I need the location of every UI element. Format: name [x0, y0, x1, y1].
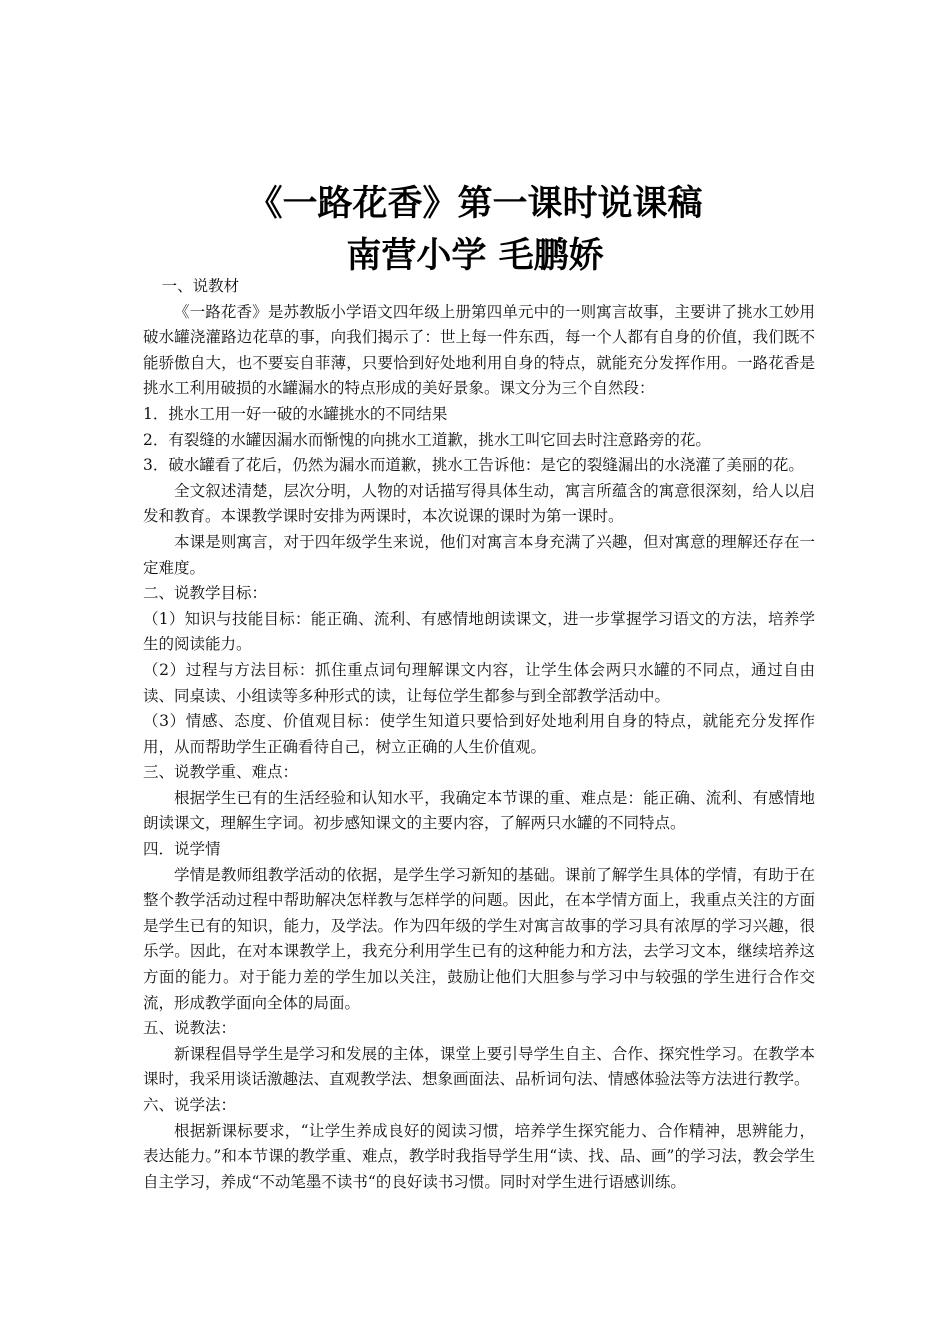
section-heading-teaching-methods: 五、说教法：: [143, 1019, 237, 1038]
paragraph-key-points: 根据学生已有的生活经验和认知水平，我确定本节课的重、难点是：能正确、流利、有感情地朗读课文，理解生字词。初步感知课文的主要内容，了解两只水罐的不同特点。: [143, 788, 815, 833]
paragraph-teaching-methods: 新课程倡导学生是学习和发展的主体，课堂上要引导学生自主、合作、探究性学习。在教学本课时，我采用谈话激趣法、直观教学法、想象画面法、品析词句法、情感体验法等方法进行教学。: [143, 1044, 815, 1089]
goal-emotion-values: （3）情感、态度、价值观目标：使学生知道只要恰到好处地利用自身的特点，就能充分发挥作用，从而帮助学生正确看待自己，树立正确的人生价值观。: [143, 712, 815, 756]
paragraph-textbook-summary: 全文叙述清楚，层次分明，人物的对话描写得具体生动，寓言所蕴含的寓意很深刻，给人以启发和教育。本课教学课时安排为两课时，本次说课的课时为第一课时。: [143, 481, 815, 526]
paragraph-learning-methods: 根据新课标要求，“让学生养成良好的阅读习惯，培养学生探究能力、合作精神，思辨能力，表达能力。”和本节课的教学重、难点，教学时我指导学生用“读、找、品、画”的学习法，教会学生自主学习，养成“不动笔墨不读书“的良好读书习惯。同时对学生进行语感训练。: [143, 1121, 815, 1191]
paragraph-textbook-intro: 《一路花香》是苏教版小学语文四年级上册第四单元中的一则寓言故事，主要讲了挑水工妙用破水罐浇灌路边花草的事，向我们揭示了：世上每一件东西，每一个人都有自身的价值，我们既不能骄傲自大，也不要妄自菲薄，只要恰到好处地利用自身的特点，就能充分发挥作用。一路花香是挑水工利用破损的水罐漏水的特点形成的美好景象。课文分为三个自然段：: [143, 302, 815, 398]
section-heading-learning-methods: 六、说学法：: [143, 1096, 237, 1114]
list-item-part-3: 3．破水罐看了花后，仍然为漏水而道歉，挑水工告诉他：是它的裂缝漏出的水浇灌了美丽的花。: [143, 456, 804, 475]
document-title: 《一路花香》第一课时说课稿: [247, 184, 703, 224]
section-heading-goals: 二、说教学目标：: [143, 584, 268, 603]
section-heading-learners: 四．说学情: [143, 840, 221, 859]
paragraph-textbook-difficulty: 本课是则寓言，对于四年级学生来说，他们对寓言本身充满了兴趣，但对寓意的理解还存在一定难度。: [143, 532, 815, 577]
section-heading-textbook: 一、说教材: [161, 277, 240, 295]
goal-process-methods: （2）过程与方法目标：抓住重点词句理解课文内容，让学生体会两只水罐的不同点，通过自由读、同桌读、小组读等多种形式的读，让每位学生都参与到全部教学活动中。: [143, 660, 815, 705]
list-item-part-2: 2．有裂缝的水罐因漏水而惭愧的向挑水工道歉，挑水工叫它回去时注意路旁的花。: [143, 430, 711, 449]
document-subtitle: 南营小学 毛鹏娇: [346, 236, 604, 276]
list-item-part-1: 1．挑水工用一好一破的水罐挑水的不同结果: [143, 404, 448, 423]
document-body: [143, 274, 815, 1195]
goal-knowledge-skills: （1）知识与技能目标：能正确、流利、有感情地朗读课文，进一步掌握学习语文的方法，培养学生的阅读能力。: [143, 609, 815, 654]
paragraph-learners: 学情是教师组教学活动的依据，是学生学习新知的基础。课前了解学生具体的学情，有助于在整个教学活动过程中帮助解决怎样教与怎样学的问题。因此，在本学情方面上，我重点关注的方面是学生已有的知识，能力，及学法。作为四年级的学生对寓言故事的学习具有浓厚的学习兴趣，很乐学。因此，在对本课教学上，我充分利用学生已有的这种能力和方法，去学习文本，继续培养这方面的能力。对于能力差的学生加以关注，鼓励让他们大胆参与学习中与较强的学生进行合作交流，形成教学面向全体的局面。: [143, 865, 815, 1012]
section-heading-key-points: 三、说教学重、难点：: [143, 763, 299, 782]
